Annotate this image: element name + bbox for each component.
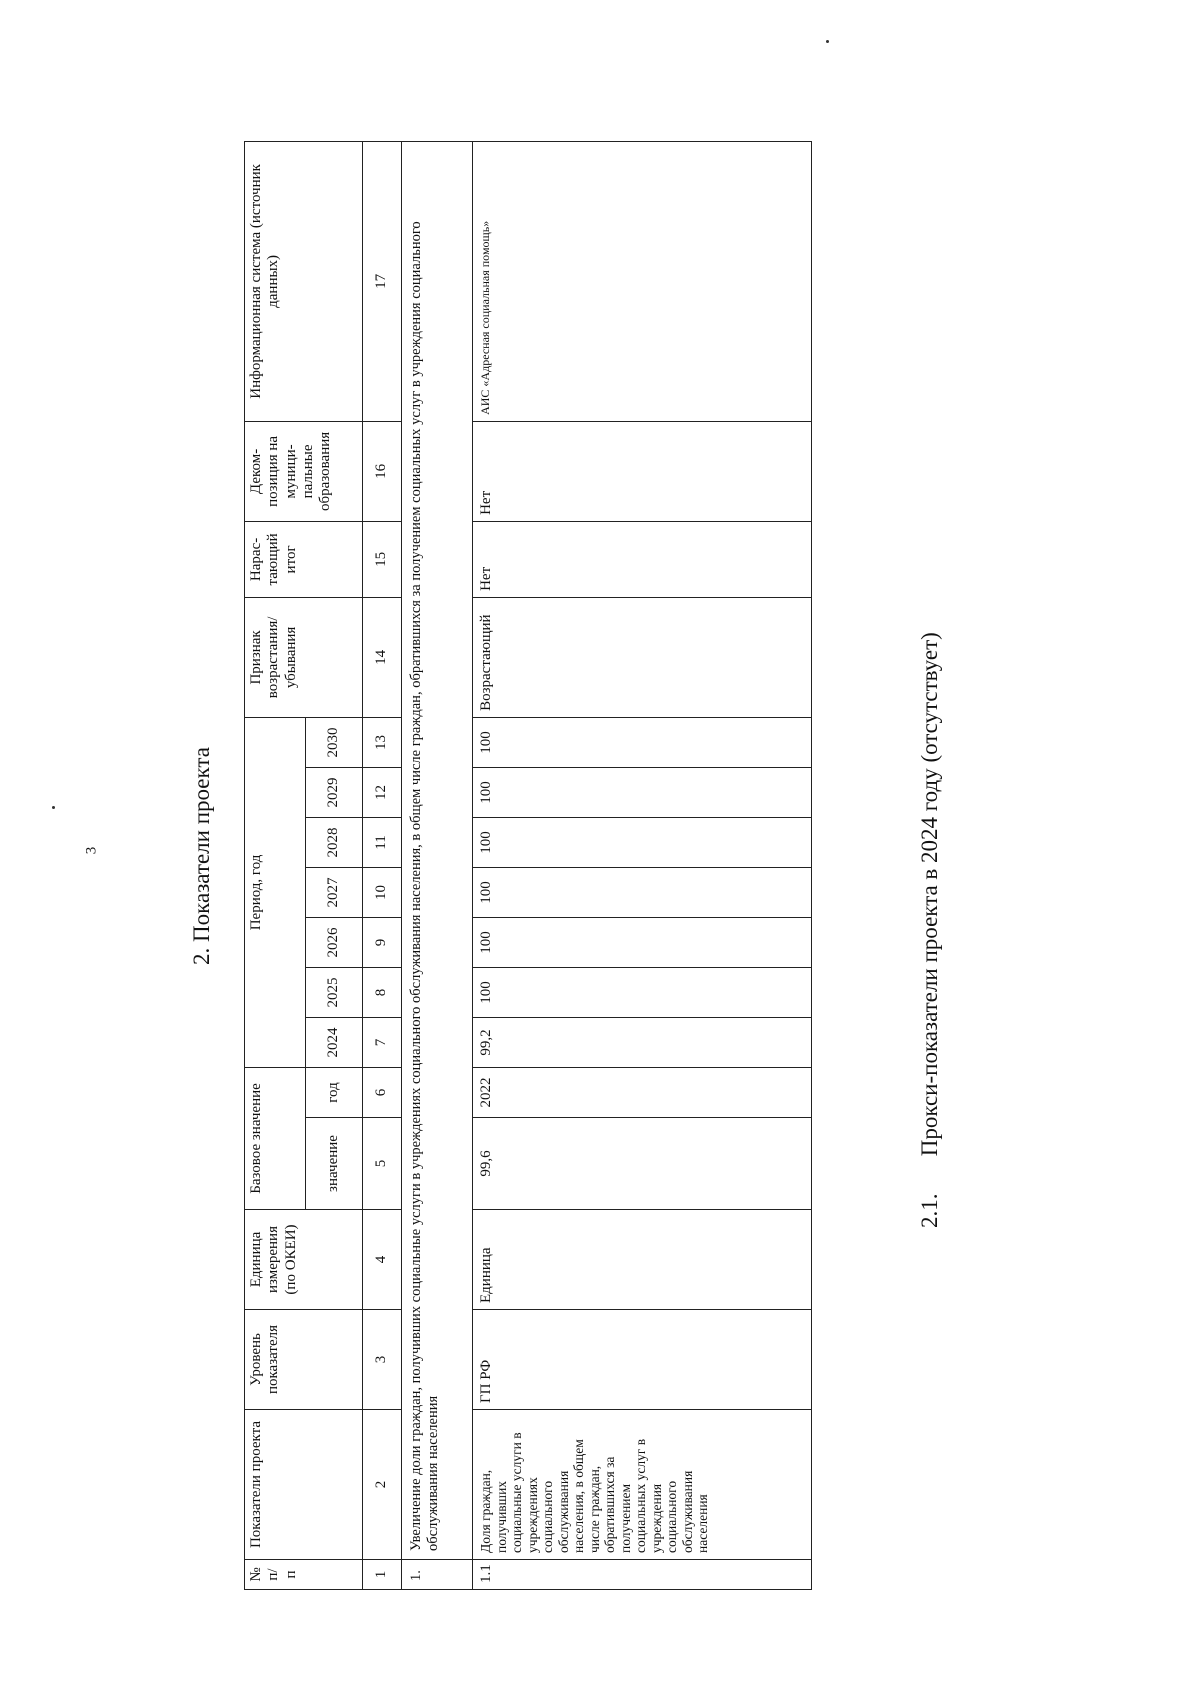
subsection-heading xyxy=(910,96,950,1616)
indicator-level: ГП РФ xyxy=(473,1310,812,1410)
subsection-title: Прокси-показатели проекта в 2024 году (отсутствует) xyxy=(917,632,942,1157)
column-number: 15 xyxy=(363,521,402,597)
header-sign: Признак возрастания/ убывания xyxy=(245,597,363,717)
row-number: 1.1 xyxy=(473,1560,812,1590)
column-number: 17 xyxy=(363,141,402,421)
header-cumulative: Нарас-тающий итог xyxy=(245,521,363,597)
indicator-unit: Единица xyxy=(473,1210,812,1310)
goal-text: Увеличение доли граждан, получивших социальные услуги в учреждениях социального обслуживания населения, в общем числе граждан, обратившихся за получением социальных услуг в учреждения социального обслуживания населения xyxy=(402,141,473,1559)
column-number: 5 xyxy=(363,1118,402,1210)
header-unit: Единица измерения (по ОКЕИ) xyxy=(245,1210,363,1310)
goal-row xyxy=(402,141,473,1589)
page-number: 3 xyxy=(83,846,100,855)
rotated-page-content xyxy=(160,96,950,1616)
column-number: 11 xyxy=(363,817,402,867)
header-info-system: Информационная система (источник данных) xyxy=(245,141,363,421)
header-year: 2028 xyxy=(306,817,363,867)
header-base: Базовое значение xyxy=(245,1067,306,1209)
period-value: 100 xyxy=(473,967,812,1017)
growth-sign: Возрастающий xyxy=(473,597,812,717)
period-value: 100 xyxy=(473,717,812,767)
speck-mark xyxy=(52,806,55,809)
header-base-value: значение xyxy=(306,1118,363,1210)
indicators-table xyxy=(244,141,812,1590)
header-num: № п/п xyxy=(245,1560,363,1590)
period-value: 100 xyxy=(473,917,812,967)
column-number: 3 xyxy=(363,1310,402,1410)
indicator-name: Доля граждан, получивших социальные услуги в учреждениях социального обслуживания населения, в общем числе граждан, обратившихся за получением социальных услуг в учреждения социального обслуживания населения xyxy=(473,1410,812,1560)
info-system: АИС «Адресная социальная помощь» xyxy=(473,141,812,421)
column-number: 7 xyxy=(363,1017,402,1067)
section-title: 2. Показатели проекта xyxy=(189,747,214,965)
column-number: 9 xyxy=(363,917,402,967)
header-year: 2026 xyxy=(306,917,363,967)
period-value: 100 xyxy=(473,817,812,867)
header-year: 2027 xyxy=(306,867,363,917)
header-year: 2024 xyxy=(306,1017,363,1067)
period-value: 100 xyxy=(473,767,812,817)
table-header-row xyxy=(245,141,306,1589)
header-year: 2025 xyxy=(306,967,363,1017)
period-value: 100 xyxy=(473,867,812,917)
column-number: 6 xyxy=(363,1067,402,1117)
header-indicator: Показатели проекта xyxy=(245,1410,363,1560)
header-base-year: год xyxy=(306,1067,363,1117)
table-row xyxy=(473,141,812,1589)
column-number: 4 xyxy=(363,1210,402,1310)
header-period: Период, год xyxy=(245,717,306,1067)
header-year: 2030 xyxy=(306,717,363,767)
column-number-row xyxy=(363,141,402,1589)
period-value: 99,2 xyxy=(473,1017,812,1067)
decomposition: Нет xyxy=(473,421,812,521)
goal-number: 1. xyxy=(402,1560,473,1590)
speck-mark xyxy=(826,40,829,43)
column-number: 1 xyxy=(363,1560,402,1590)
column-number: 13 xyxy=(363,717,402,767)
column-number: 8 xyxy=(363,967,402,1017)
column-number: 12 xyxy=(363,767,402,817)
subsection-number: 2.1. xyxy=(917,1193,942,1228)
base-value: 99,6 xyxy=(473,1118,812,1210)
base-year: 2022 xyxy=(473,1067,812,1117)
column-number: 14 xyxy=(363,597,402,717)
column-number: 10 xyxy=(363,867,402,917)
header-year: 2029 xyxy=(306,767,363,817)
column-number: 16 xyxy=(363,421,402,521)
header-decomposition: Деком-позиция на муници-пальные образования xyxy=(245,421,363,521)
column-number: 2 xyxy=(363,1410,402,1560)
cumulative-total: Нет xyxy=(473,521,812,597)
header-level: Уровень показателя xyxy=(245,1310,363,1410)
